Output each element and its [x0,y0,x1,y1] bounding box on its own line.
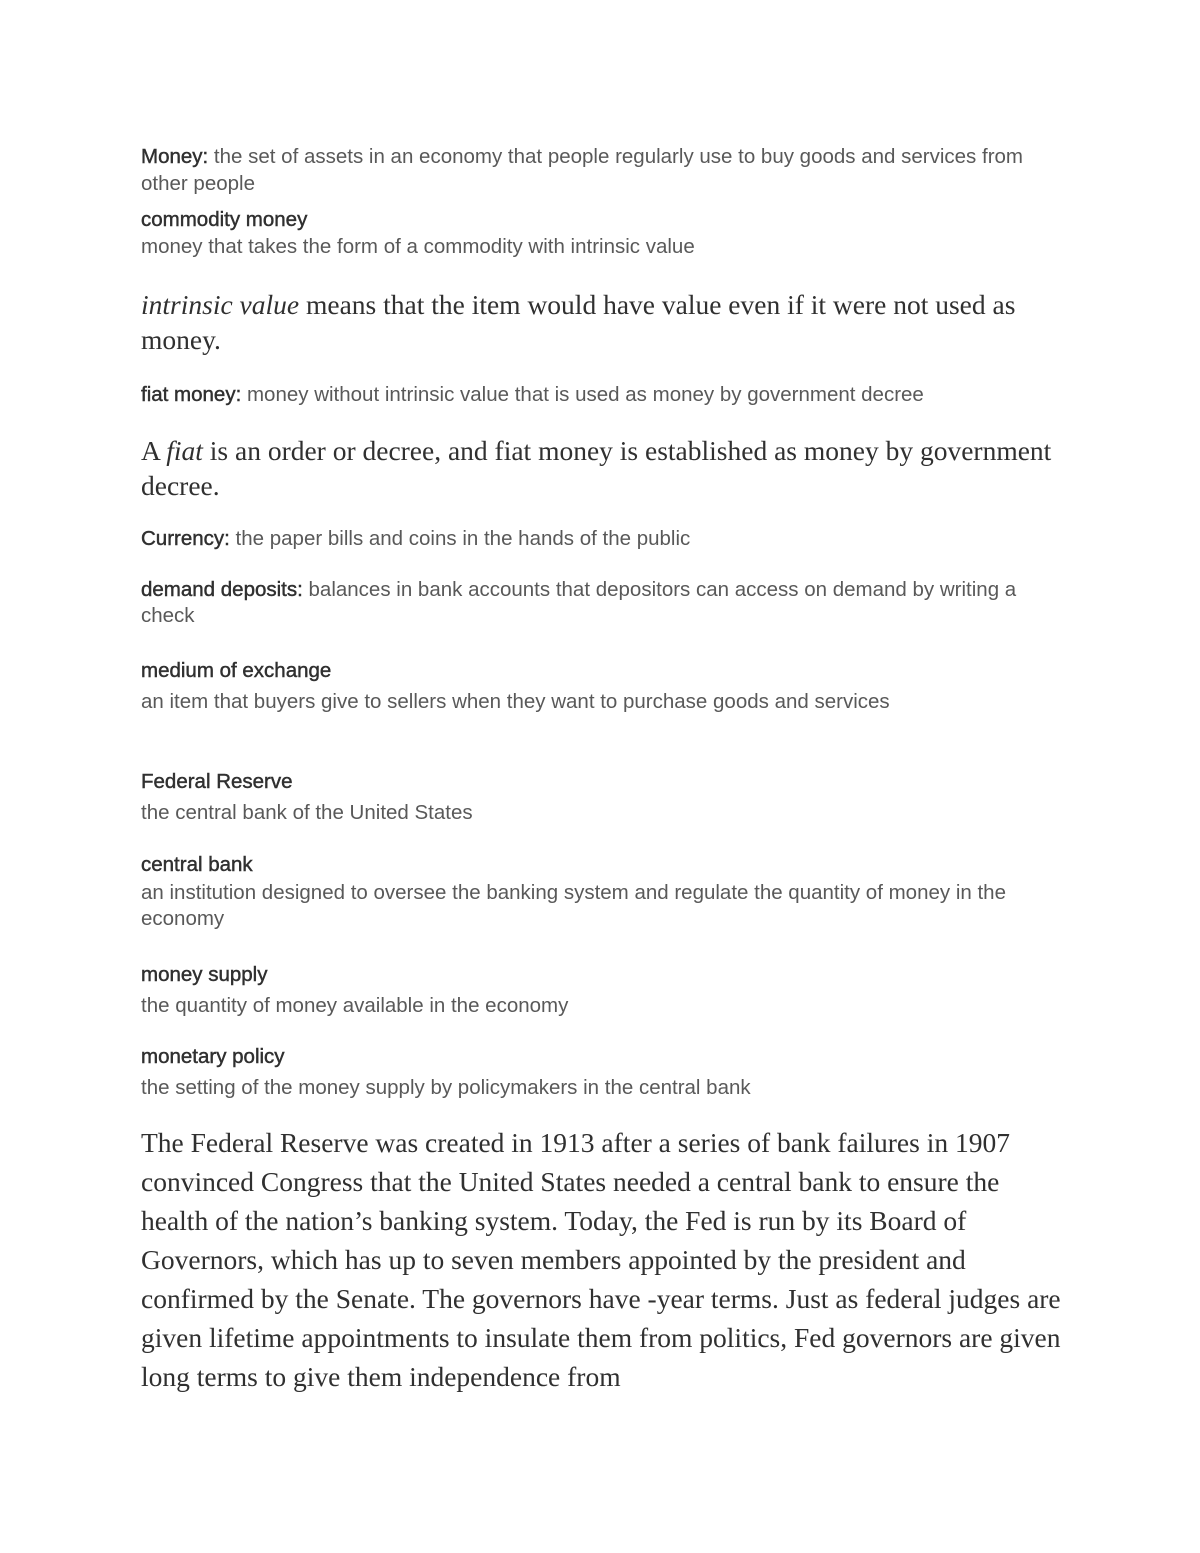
definition-central-bank: an institution designed to oversee the banking system and regulate the quantity of money in the economy [141,881,1006,930]
entry-federal-reserve [141,766,1066,828]
definition-federal-reserve: the central bank of the United States [141,801,473,824]
definition-demand-deposits: balances in bank accounts that depositors can access on demand by writing a check [141,578,1017,627]
term-fiat-money: fiat money: [141,383,242,406]
italic-intrinsic-value: intrinsic value [141,289,300,320]
note-fiat [141,433,1066,503]
term-commodity-money: commodity money [141,208,308,231]
term-money: Money: [141,145,209,168]
entry-monetary-policy [141,1041,1066,1103]
note-intrinsic-rest: means that the item would have value even if it were not used as money. [141,289,1016,355]
term-currency: Currency: [141,527,230,550]
term-monetary-policy: monetary policy [141,1045,285,1068]
entry-money [141,143,1066,197]
entry-money-supply [141,959,1066,1021]
definition-medium-of-exchange: an item that buyers give to sellers when they want to purchase goods and services [141,690,890,713]
note-intrinsic-value [141,287,1066,357]
entry-commodity-money [141,206,1066,260]
definition-money: the set of assets in an economy that people regularly use to buy goods and services from other people [141,145,1023,195]
federal-reserve-paragraph: The Federal Reserve was created in 1913 after a series of bank failures in 1907 convinced Congress that the United States needed a central bank to ensure the health of the nation’s banking system. Today, the Fed is run by its Board of Governors, which has up to seven members appointed by the president and confirmed by the Senate. The governors have -year terms. Just as federal judges are given lifetime appointments to insulate them from politics, Fed governors are given long terms to give them independence from [141,1127,1061,1392]
entry-central-bank [141,849,1066,932]
definition-monetary-policy: the setting of the money supply by policymakers in the central bank [141,1076,751,1099]
definition-currency: the paper bills and coins in the hands of the public [229,527,691,550]
entry-medium-of-exchange [141,655,1066,717]
term-money-supply: money supply [141,963,268,986]
entry-currency [141,525,1066,552]
term-medium-of-exchange: medium of exchange [141,659,332,682]
term-central-bank: central bank [141,853,253,876]
note-fiat-before: A [141,435,167,466]
entry-demand-deposits [141,577,1066,629]
note-fiat-rest: is an order or decree, and fiat money is established as money by government decree. [141,435,1052,501]
definition-fiat-money: money without intrinsic value that is used as money by government decree [241,383,924,406]
italic-fiat: fiat [166,435,203,466]
definition-money-supply: the quantity of money available in the economy [141,994,569,1017]
definition-commodity-money: money that takes the form of a commodity with intrinsic value [141,235,695,258]
term-federal-reserve: Federal Reserve [141,770,293,793]
term-demand-deposits: demand deposits: [141,578,303,601]
entry-fiat-money [141,381,1066,408]
